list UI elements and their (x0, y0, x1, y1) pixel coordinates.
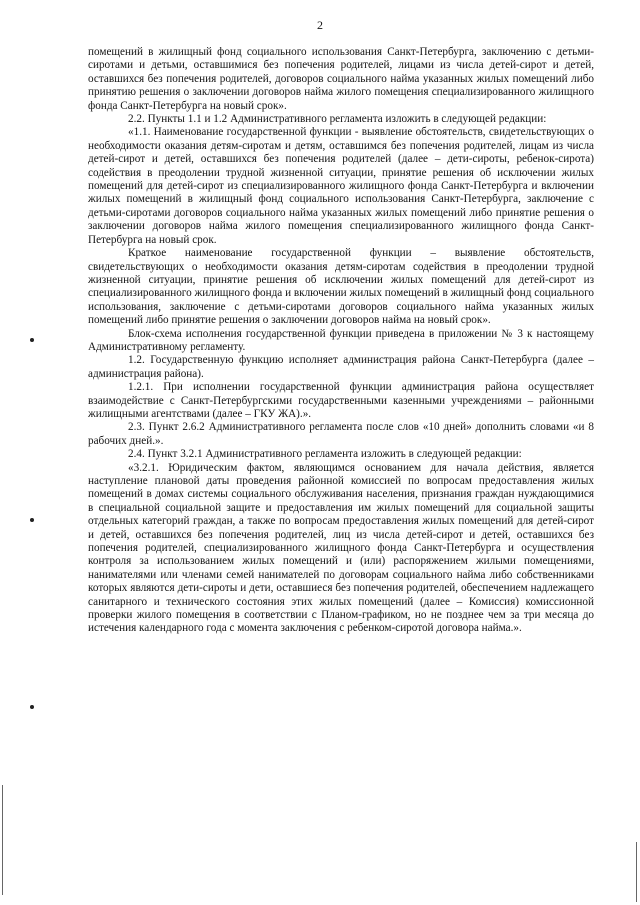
paragraph-3-2-1: «3.2.1. Юридическим фактом, являющимся основанием для начала действия, является наступление плановой даты проведения районной комиссией по вопросам предоставления жилых помещений в домах системы социального обслуживания населения, признания граждан нуждающимися в специальной социальной защите и предоставления им жилых помещений для социальной защиты отдельных категорий граждан, а также по вопросам предоставления жилых помещений для детей-сирот и детей, оставшихся без попечения родителей, лиц из числа детей-сирот и детей, оставшихся без попечения родителей, специализированного жилищного фонда Санкт-Петербурга и осуществления контроля за использованием жилых помещений и (или) распоряжением жилыми помещениями, нанимателями или членами семей нанимателей по договорам социального найма либо собственниками которых являются дети-сироты и дети, оставшиеся без попечения родителей, обеспечением надлежащего санитарного и технического состояния этих жилых помещений (далее – Комиссия) комиссионной проверки жилого помещения в соответствии с Планом-графиком, но не позднее чем за три месяца до истечения календарного года с момента заключения с ребенком-сиротой договора найма.». (88, 461, 594, 635)
page-number: 2 (317, 18, 323, 32)
paragraph-short-name: Краткое наименование государственной функции – выявление обстоятельств, свидетельствующих о необходимости оказания детям-сиротам содействия в преодолении трудной жизненной ситуации, принятие решения об исключении жилых помещений для детей-сирот из специализированного жилищного фонда и включении жилых помещений в жилищный фонд социального использования, заключение с детьми-сиротами договоров социального найма указанных жилых помещений либо принятие решения о заключении договоров найма на новый срок». (88, 247, 594, 327)
scan-dot (30, 518, 34, 522)
scan-edge-mark (2, 785, 3, 895)
paragraph-1-1: «1.1. Наименование государственной функции - выявление обстоятельств, свидетельствующих о необходимости оказания детям-сиротам и детям, оставшимся без попечения родителей, лицам из числа детей-сирот и детей, оставшихся без попечения родителей (далее – дети-сироты, ребенок-сирота) содействия в преодолении трудной жизненной ситуации, принятие решения об исключении жилых помещений для детей-сирот из специализированного жилищного фонда Санкт-Петербурга и включении жилых помещений в жилищный фонд социального использования Санкт-Петербурга, заключение с детьми-сиротами договоров социального найма указанных жилых помещений либо принятие решения о заключении договоров найма жилого помещения специализированного жилищного фонда Санкт-Петербурга на новый срок. (88, 126, 594, 246)
paragraph-2-2: 2.2. Пункты 1.1 и 1.2 Административного регламента изложить в следующей редакции: (128, 113, 547, 126)
paragraph-1-2-1: 1.2.1. При исполнении государственной функции администрация района осуществляет взаимодействие с Санкт-Петербургскими государственными казенными учреждениями – районными жилищными агентствами (далее – ГКУ ЖА).». (88, 381, 594, 420)
paragraph-continuation: помещений в жилищный фонд социального использования Санкт-Петербурга, заключению с детьми-сиротами и детьми, оставшимися без попечения родителей, лицами из числа детей-сирот и детей, оставшихся без попечения родителей, договоров социального найма указанных жилых помещений либо принятию решения о заключении договоров найма жилого помещения специализированного жилищного фонда Санкт-Петербурга на новый срок». (88, 46, 594, 112)
paragraph-2-4: 2.4. Пункт 3.2.1 Административного регламента изложить в следующей редакции: (128, 448, 522, 461)
scan-edge-mark (636, 842, 637, 902)
paragraph-block-scheme: Блок-схема исполнения государственной функции приведена в приложении № 3 к настоящему Административному регламенту. (88, 327, 594, 353)
scan-dot (30, 338, 34, 342)
document-body (88, 46, 594, 636)
paragraph-2-3: 2.3. Пункт 2.6.2 Административного регламента после слов «10 дней» дополнить словами «и 8 рабочих дней.». (88, 421, 594, 447)
scan-dot (30, 705, 34, 709)
paragraph-1-2: 1.2. Государственную функцию исполняет администрация района Санкт-Петербурга (далее – администрация района). (88, 354, 594, 380)
